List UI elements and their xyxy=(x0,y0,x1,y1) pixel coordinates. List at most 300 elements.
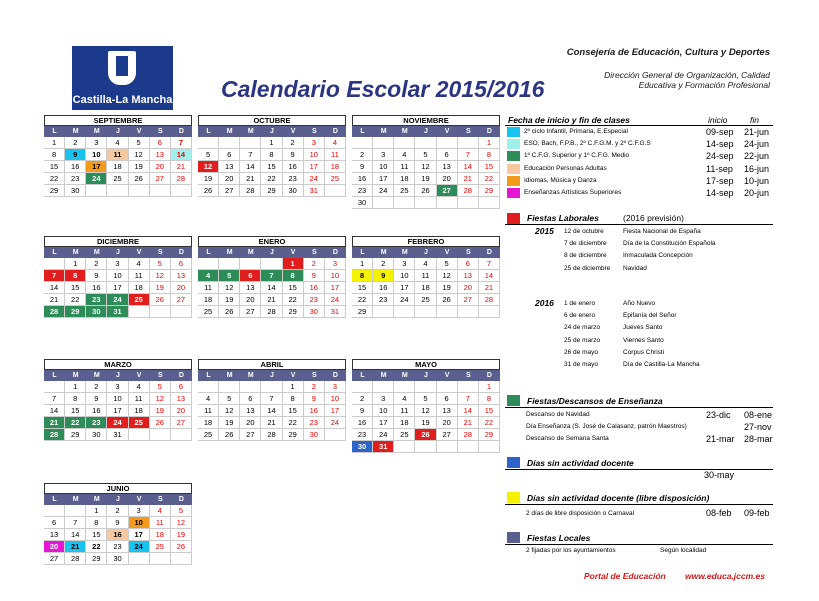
weekday-header xyxy=(352,247,500,258)
day-cell: 9 xyxy=(304,393,325,405)
day-cell: 6 xyxy=(171,258,192,270)
day-cell: 1 xyxy=(65,381,86,393)
divider xyxy=(505,544,773,545)
empty-cell xyxy=(458,137,479,149)
day-cell: 30 xyxy=(65,185,86,197)
level-start-date: 11-sep xyxy=(706,163,733,174)
weekday-label: V xyxy=(444,372,450,379)
day-cell: 5 xyxy=(129,137,150,149)
day-cell: 5 xyxy=(219,270,240,282)
month-marzo xyxy=(44,359,192,441)
day-cell: 15 xyxy=(65,405,86,417)
day-cell: 8 xyxy=(65,393,86,405)
day-cell: 14 xyxy=(261,405,282,417)
day-cell: 17 xyxy=(129,529,150,541)
day-cell: 19 xyxy=(150,282,171,294)
weekday-label: M xyxy=(72,496,79,503)
level-color-swatch xyxy=(507,151,520,161)
day-cell: 16 xyxy=(352,417,373,429)
footer-url-link[interactable]: www.educa.jccm.es xyxy=(685,571,765,581)
day-cell: 14 xyxy=(458,161,479,173)
weekday-label: S xyxy=(311,372,317,379)
day-cell: 13 xyxy=(240,405,261,417)
weekday-label: M xyxy=(93,249,100,256)
day-cell: 24 xyxy=(129,541,150,553)
day-cell: 15 xyxy=(86,529,107,541)
day-cell: 11 xyxy=(394,405,415,417)
day-cell: 28 xyxy=(458,429,479,441)
day-cell: 7 xyxy=(479,258,500,270)
day-cell: 24 xyxy=(107,294,128,306)
day-cell: 6 xyxy=(458,258,479,270)
month-septiembre xyxy=(44,115,192,197)
day-cell: 9 xyxy=(65,149,86,161)
empty-cell xyxy=(129,429,150,441)
day-grid xyxy=(198,258,346,318)
day-cell: 2 xyxy=(304,381,325,393)
day-grid xyxy=(44,258,192,318)
day-cell: 25 xyxy=(394,429,415,441)
holiday-date: 1 de enero xyxy=(564,300,596,307)
day-cell: 11 xyxy=(198,282,219,294)
day-cell: 10 xyxy=(304,149,325,161)
day-cell: 4 xyxy=(415,258,436,270)
empty-cell xyxy=(261,258,282,270)
day-cell: 19 xyxy=(219,417,240,429)
day-cell: 23 xyxy=(352,429,373,441)
day-cell: 16 xyxy=(373,282,394,294)
day-cell: 11 xyxy=(325,149,346,161)
day-cell: 20 xyxy=(219,173,240,185)
day-cell: 8 xyxy=(86,517,107,529)
day-cell: 31 xyxy=(107,429,128,441)
day-cell: 4 xyxy=(325,137,346,149)
day-cell: 29 xyxy=(65,429,86,441)
empty-cell xyxy=(437,197,458,209)
weekday-header xyxy=(352,126,500,137)
holiday-name: Fiesta Nacional de España xyxy=(623,228,701,235)
day-cell: 20 xyxy=(240,294,261,306)
day-cell: 19 xyxy=(415,173,436,185)
empty-cell xyxy=(219,137,240,149)
month-octubre xyxy=(198,115,346,197)
holiday-date: 7 de diciembre xyxy=(564,240,607,248)
day-cell: 24 xyxy=(86,173,107,185)
day-cell: 13 xyxy=(437,405,458,417)
day-cell: 2 xyxy=(86,258,107,270)
holiday-name: Día de Castilla-La Mancha xyxy=(623,361,700,368)
day-cell: 25 xyxy=(129,294,150,306)
day-cell: 6 xyxy=(150,137,171,149)
day-cell: 28 xyxy=(171,173,192,185)
day-cell: 18 xyxy=(129,282,150,294)
day-cell: 8 xyxy=(44,149,65,161)
day-cell: 2 xyxy=(373,258,394,270)
level-label: Educación Personas Adultas xyxy=(524,164,607,172)
day-cell: 23 xyxy=(373,294,394,306)
day-cell: 4 xyxy=(198,270,219,282)
holiday-date: 25 de marzo xyxy=(564,336,601,344)
day-cell: 9 xyxy=(283,149,304,161)
level-color-swatch xyxy=(507,164,520,174)
start-end-title: Fecha de inicio y fin de clases xyxy=(508,115,630,125)
day-cell: 26 xyxy=(171,541,192,553)
weekday-label: S xyxy=(311,128,317,135)
day-cell: 15 xyxy=(479,405,500,417)
day-cell: 13 xyxy=(437,161,458,173)
day-cell: 21 xyxy=(261,417,282,429)
local-holidays-title: Fiestas Locales xyxy=(527,533,591,543)
day-cell: 7 xyxy=(65,517,86,529)
day-cell: 27 xyxy=(437,185,458,197)
level-label: Idiomas, Música y Danza xyxy=(524,176,597,184)
day-cell: 31 xyxy=(325,306,346,318)
holiday-date: 24 de marzo xyxy=(564,324,601,332)
weekday-label: S xyxy=(157,372,163,379)
weekday-label: S xyxy=(157,249,163,256)
teaching-break-label: Descanso de Semana Santa xyxy=(526,435,609,443)
day-cell: 22 xyxy=(479,173,500,185)
free-days-label: 2 días de libre disposición o Carnaval xyxy=(526,510,635,517)
day-cell: 14 xyxy=(171,149,192,161)
weekday-label: V xyxy=(290,249,296,256)
empty-cell xyxy=(394,306,415,318)
weekday-label: J xyxy=(116,249,120,256)
day-cell: 22 xyxy=(44,173,65,185)
empty-cell xyxy=(325,429,346,441)
weekday-label: D xyxy=(332,128,338,135)
day-cell: 25 xyxy=(394,185,415,197)
day-cell: 26 xyxy=(219,306,240,318)
empty-cell xyxy=(219,258,240,270)
empty-cell xyxy=(415,306,436,318)
day-cell: 12 xyxy=(437,270,458,282)
day-cell: 16 xyxy=(304,282,325,294)
empty-cell xyxy=(129,306,150,318)
day-cell: 2 xyxy=(352,393,373,405)
day-cell: 21 xyxy=(171,161,192,173)
day-cell: 13 xyxy=(171,270,192,282)
free-days-title: Días sin actividad docente (libre disposición) xyxy=(527,493,710,503)
day-cell: 11 xyxy=(150,517,171,529)
castilla-la-mancha-logo xyxy=(72,46,173,110)
month-junio xyxy=(44,483,192,565)
empty-cell xyxy=(150,553,171,565)
weekday-label: M xyxy=(93,496,100,503)
weekday-label: J xyxy=(424,372,428,379)
day-cell: 29 xyxy=(479,429,500,441)
holiday-name: Epifanía del Señor xyxy=(623,312,677,320)
weekday-label: S xyxy=(465,249,471,256)
day-cell: 5 xyxy=(198,149,219,161)
month-mayo xyxy=(352,359,500,453)
holiday-name: Jueves Santo xyxy=(623,324,663,332)
weekday-label: L xyxy=(360,249,365,256)
day-cell: 30 xyxy=(283,185,304,197)
day-cell: 22 xyxy=(86,541,107,553)
level-color-swatch xyxy=(507,139,520,149)
weekday-label: V xyxy=(290,372,296,379)
day-cell: 23 xyxy=(86,294,107,306)
day-cell: 10 xyxy=(325,270,346,282)
weekday-label: J xyxy=(116,496,120,503)
day-cell: 11 xyxy=(129,393,150,405)
empty-cell xyxy=(394,381,415,393)
day-cell: 9 xyxy=(373,270,394,282)
weekday-label: M xyxy=(72,372,79,379)
weekday-label: L xyxy=(360,372,365,379)
day-cell: 28 xyxy=(261,429,282,441)
day-cell: 26 xyxy=(198,185,219,197)
month-name: FEBRERO xyxy=(352,236,500,247)
yellow-swatch xyxy=(507,492,520,503)
day-cell: 29 xyxy=(261,185,282,197)
day-cell: 2 xyxy=(283,137,304,149)
weekday-label: J xyxy=(116,372,120,379)
day-cell: 30 xyxy=(304,429,325,441)
day-cell: 19 xyxy=(415,417,436,429)
day-cell: 13 xyxy=(150,149,171,161)
day-cell: 5 xyxy=(437,258,458,270)
day-cell: 9 xyxy=(86,270,107,282)
weekday-label: S xyxy=(311,249,317,256)
day-cell: 20 xyxy=(171,282,192,294)
day-cell: 17 xyxy=(394,282,415,294)
day-cell: 18 xyxy=(150,529,171,541)
empty-cell xyxy=(44,258,65,270)
day-cell: 9 xyxy=(107,517,128,529)
day-grid xyxy=(44,137,192,197)
day-cell: 31 xyxy=(107,306,128,318)
month-name: JUNIO xyxy=(44,483,192,494)
day-cell: 15 xyxy=(479,161,500,173)
weekday-label: J xyxy=(270,128,274,135)
day-cell: 3 xyxy=(107,381,128,393)
day-cell: 12 xyxy=(198,161,219,173)
day-cell: 24 xyxy=(373,185,394,197)
day-cell: 12 xyxy=(129,149,150,161)
day-cell: 28 xyxy=(479,294,500,306)
weekday-label: D xyxy=(332,249,338,256)
day-cell: 20 xyxy=(44,541,65,553)
holiday-name: Corpus Christi xyxy=(623,348,665,356)
day-cell: 15 xyxy=(283,405,304,417)
month-noviembre xyxy=(352,115,500,209)
weekday-label: D xyxy=(178,372,184,379)
empty-cell xyxy=(325,185,346,197)
day-cell: 25 xyxy=(415,294,436,306)
day-cell: 13 xyxy=(240,282,261,294)
empty-cell xyxy=(458,441,479,453)
empty-cell xyxy=(65,505,86,517)
day-cell: 20 xyxy=(458,282,479,294)
weekday-label: M xyxy=(380,372,387,379)
weekday-label: V xyxy=(444,128,450,135)
level-start-date: 17-sep xyxy=(706,175,734,186)
empty-cell xyxy=(198,258,219,270)
org-directorate-line2: Educativa y Formación Profesional xyxy=(638,80,770,90)
day-cell: 24 xyxy=(107,417,128,429)
day-cell: 8 xyxy=(352,270,373,282)
day-cell: 22 xyxy=(65,294,86,306)
day-cell: 1 xyxy=(283,258,304,270)
day-cell: 20 xyxy=(437,173,458,185)
day-cell: 4 xyxy=(198,393,219,405)
day-cell: 29 xyxy=(44,185,65,197)
day-cell: 25 xyxy=(150,541,171,553)
day-cell: 25 xyxy=(325,173,346,185)
labor-subtitle: (2016 previsión) xyxy=(623,213,684,223)
teaching-break-label: Día Enseñanza (S. José de Calasanz, patrón Maestros) xyxy=(526,423,687,431)
weekday-header xyxy=(198,247,346,258)
day-cell: 18 xyxy=(325,161,346,173)
day-cell: 26 xyxy=(150,294,171,306)
day-cell: 3 xyxy=(107,258,128,270)
day-cell: 26 xyxy=(219,429,240,441)
empty-cell xyxy=(86,185,107,197)
empty-cell xyxy=(458,381,479,393)
day-cell: 6 xyxy=(437,393,458,405)
empty-cell xyxy=(458,306,479,318)
day-cell: 18 xyxy=(415,282,436,294)
empty-cell xyxy=(394,137,415,149)
day-cell: 21 xyxy=(44,417,65,429)
day-cell: 25 xyxy=(198,429,219,441)
day-cell: 6 xyxy=(240,393,261,405)
day-cell: 22 xyxy=(261,173,282,185)
empty-cell xyxy=(198,381,219,393)
blue-swatch xyxy=(507,457,520,468)
day-cell: 22 xyxy=(65,417,86,429)
day-cell: 18 xyxy=(394,417,415,429)
empty-cell xyxy=(240,381,261,393)
org-name: Consejería de Educación, Cultura y Deportes xyxy=(566,47,770,58)
day-grid xyxy=(198,137,346,197)
weekday-label: J xyxy=(116,128,120,135)
day-cell: 27 xyxy=(44,553,65,565)
day-cell: 27 xyxy=(219,185,240,197)
day-cell: 13 xyxy=(44,529,65,541)
empty-cell xyxy=(44,505,65,517)
day-cell: 10 xyxy=(86,149,107,161)
day-cell: 2 xyxy=(304,258,325,270)
empty-cell xyxy=(129,185,150,197)
local-holidays-label: 2 fijadas por los ayuntamientos xyxy=(526,547,616,554)
weekday-label: M xyxy=(401,372,408,379)
day-cell: 11 xyxy=(129,270,150,282)
month-enero xyxy=(198,236,346,318)
weekday-label: M xyxy=(93,128,100,135)
day-cell: 4 xyxy=(107,137,128,149)
day-cell: 17 xyxy=(373,417,394,429)
day-cell: 1 xyxy=(261,137,282,149)
day-cell: 19 xyxy=(198,173,219,185)
day-cell: 7 xyxy=(458,393,479,405)
level-start-date: 09-sep xyxy=(706,127,734,137)
day-cell: 9 xyxy=(304,270,325,282)
day-cell: 18 xyxy=(198,417,219,429)
divider xyxy=(505,224,773,225)
page-title: Calendario Escolar 2015/2016 xyxy=(221,76,545,102)
day-cell: 3 xyxy=(325,381,346,393)
empty-cell xyxy=(171,553,192,565)
day-cell: 30 xyxy=(107,553,128,565)
day-cell: 17 xyxy=(86,161,107,173)
month-name: NOVIEMBRE xyxy=(352,115,500,126)
empty-cell xyxy=(437,441,458,453)
day-cell: 28 xyxy=(261,306,282,318)
day-cell: 26 xyxy=(415,185,436,197)
empty-cell xyxy=(437,137,458,149)
labor-title: Fiestas Laborales xyxy=(527,213,599,223)
day-cell: 14 xyxy=(44,282,65,294)
col-end-header: fin xyxy=(750,115,759,125)
day-cell: 11 xyxy=(107,149,128,161)
day-cell: 3 xyxy=(394,258,415,270)
day-cell: 11 xyxy=(394,161,415,173)
weekday-label: M xyxy=(226,372,233,379)
weekday-label: M xyxy=(380,128,387,135)
day-cell: 1 xyxy=(283,381,304,393)
day-cell: 10 xyxy=(129,517,150,529)
day-cell: 21 xyxy=(240,173,261,185)
holiday-date: 6 de enero xyxy=(564,312,596,320)
day-cell: 22 xyxy=(283,294,304,306)
holiday-date: 31 de mayo xyxy=(564,361,598,368)
month-name: ENERO xyxy=(198,236,346,247)
day-cell: 10 xyxy=(373,161,394,173)
local-holidays-value: Según localidad xyxy=(660,547,707,554)
weekday-label: D xyxy=(486,372,492,379)
day-cell: 12 xyxy=(415,161,436,173)
level-start-date: 14-sep xyxy=(706,188,734,198)
slate-swatch xyxy=(507,532,520,543)
day-cell: 23 xyxy=(65,173,86,185)
teaching-breaks-title: Fiestas/Descansos de Enseñanza xyxy=(527,396,663,406)
month-febrero xyxy=(352,236,500,318)
day-cell: 23 xyxy=(304,417,325,429)
day-cell: 1 xyxy=(352,258,373,270)
day-cell: 7 xyxy=(458,149,479,161)
day-cell: 10 xyxy=(373,405,394,417)
empty-cell xyxy=(394,197,415,209)
holiday-date: 12 de octubre xyxy=(564,228,604,235)
day-cell: 21 xyxy=(458,417,479,429)
day-cell: 9 xyxy=(352,405,373,417)
weekday-label: L xyxy=(360,128,365,135)
day-grid xyxy=(352,381,500,453)
day-cell: 27 xyxy=(150,173,171,185)
day-cell: 24 xyxy=(394,294,415,306)
empty-cell xyxy=(415,137,436,149)
weekday-label: M xyxy=(247,249,254,256)
holiday-name: Inmaculada Concepción xyxy=(623,252,693,260)
day-cell: 26 xyxy=(129,173,150,185)
day-cell: 10 xyxy=(107,270,128,282)
empty-cell xyxy=(373,197,394,209)
empty-cell xyxy=(129,553,150,565)
weekday-header xyxy=(44,126,192,137)
empty-cell xyxy=(458,197,479,209)
level-end-date: 21-jun xyxy=(744,127,770,137)
level-label: Enseñanzas Artísticas Superiores xyxy=(524,189,622,196)
weekday-label: V xyxy=(136,372,142,379)
day-cell: 23 xyxy=(352,185,373,197)
day-cell: 28 xyxy=(458,185,479,197)
weekday-label: J xyxy=(424,249,428,256)
weekday-label: S xyxy=(157,128,163,135)
level-start-date: 24-sep xyxy=(706,151,734,162)
